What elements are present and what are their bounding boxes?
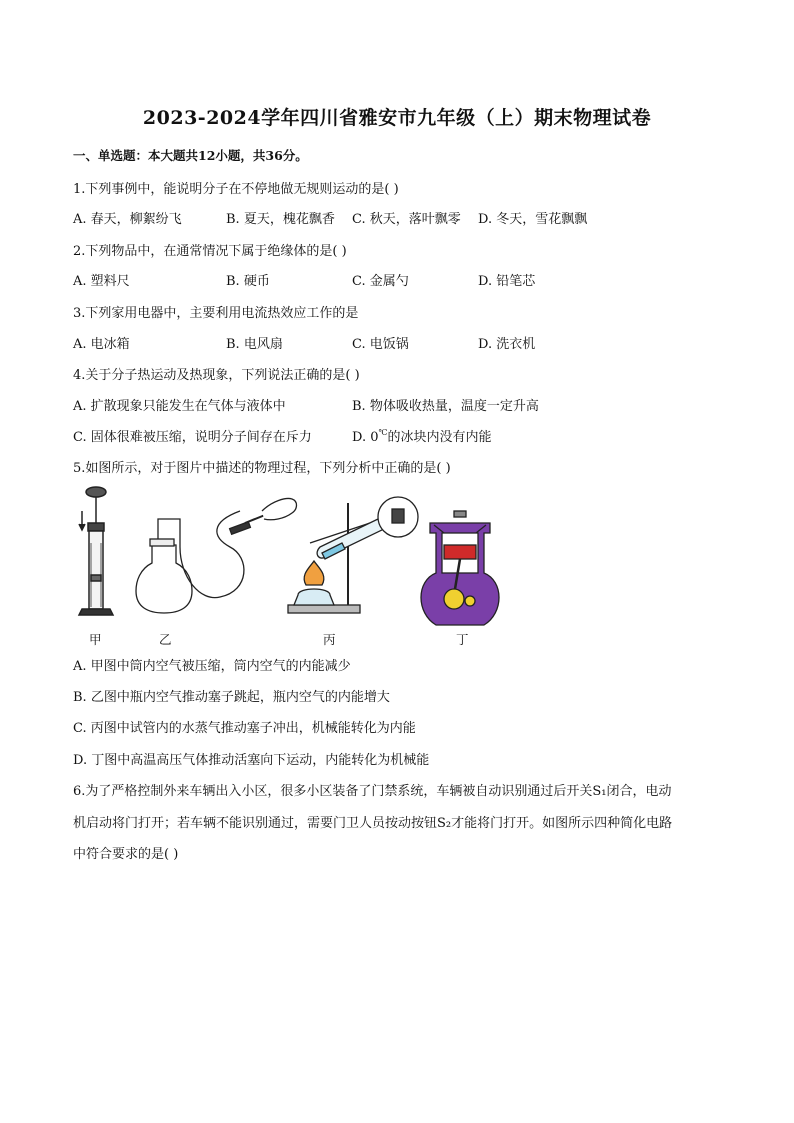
question-6-stem-line-2: 机启动将门打开；若车辆不能识别通过，需要门卫人员按动按钮S₂才能将门打开。如图所示四种简化电路 (73, 816, 673, 831)
question-5-stem: 5.如图所示，对于图片中描述的物理过程，下列分析中正确的是( ) (73, 461, 451, 476)
figure-label-bing: 丙 (323, 632, 336, 647)
figure-label-ding: 丁 (456, 632, 469, 647)
degree-celsius-superscript: ℃ (378, 428, 388, 437)
option-d-text: 的冰块内没有内能 (387, 430, 492, 445)
question-3-option-d: D. 洗衣机 (478, 337, 536, 352)
section-heading: 一、单选题：本大题共12小题，共36分。 (73, 148, 308, 163)
question-4-option-c: C. 固体很难被压缩，说明分子间存在斥力 (73, 430, 312, 445)
question-6-stem-line-1: 6.为了严格控制外来车辆出入小区，很多小区装备了门禁系统，车辆被自动识别通过后开关S₁闭合，电动 (73, 784, 672, 799)
question-2-option-a: A. 塑料尺 (73, 274, 130, 289)
question-4-option-d (352, 426, 491, 445)
question-1-option-a: A. 春天，柳絮纷飞 (73, 212, 182, 227)
figure-label-jia: 甲 (89, 632, 102, 647)
question-4-stem: 4.关于分子热运动及热现象，下列说法正确的是( ) (73, 368, 360, 383)
question-6-stem-line-3: 中符合要求的是( ) (73, 847, 179, 862)
question-3-option-c: C. 电饭锅 (352, 337, 409, 352)
fire-syringe-illustration (79, 487, 113, 615)
question-1-stem: 1.下列事例中，能说明分子在不停地做无规则运动的是( ) (73, 182, 399, 197)
test-tube-illustration (288, 497, 418, 613)
question-2-option-c: C. 金属勺 (352, 274, 409, 289)
question-5-option-d: D. 丁图中高温高压气体推动活塞向下运动，内能转化为机械能 (73, 753, 430, 768)
question-5-option-b: B. 乙图中瓶内空气推动塞子跳起，瓶内空气的内能增大 (73, 690, 390, 705)
question-2-option-d: D. 铅笔芯 (478, 274, 536, 289)
flask-pump-illustration (136, 499, 297, 614)
option-d-prefix: D. 0 (352, 430, 379, 445)
question-5-figure (70, 483, 500, 648)
question-4-option-b: B. 物体吸收热量，温度一定升高 (352, 399, 539, 414)
figure-label-yi: 乙 (159, 632, 172, 647)
engine-cylinder-illustration (421, 511, 499, 625)
question-5-option-c: C. 丙图中试管内的水蒸气推动塞子冲出，机械能转化为内能 (73, 721, 416, 736)
question-3-option-a: A. 电冰箱 (73, 337, 130, 352)
question-1-option-b: B. 夏天，槐花飘香 (226, 212, 335, 227)
question-2-option-b: B. 硬币 (226, 274, 270, 289)
question-5-option-a: A. 甲图中筒内空气被压缩，筒内空气的内能减少 (73, 659, 351, 674)
page-title: 2023-2024学年四川省雅安市九年级（上）期末物理试卷 (142, 107, 652, 129)
question-3-stem: 3.下列家用电器中，主要利用电流热效应工作的是 (73, 306, 359, 321)
question-1-option-d: D. 冬天，雪花飘飘 (478, 212, 588, 227)
question-2-stem: 2.下列物品中，在通常情况下属于绝缘体的是( ) (73, 244, 347, 259)
question-3-option-b: B. 电风扇 (226, 337, 283, 352)
question-4-option-a: A. 扩散现象只能发生在气体与液体中 (73, 399, 286, 414)
question-1-option-c: C. 秋天，落叶飘零 (352, 212, 461, 227)
